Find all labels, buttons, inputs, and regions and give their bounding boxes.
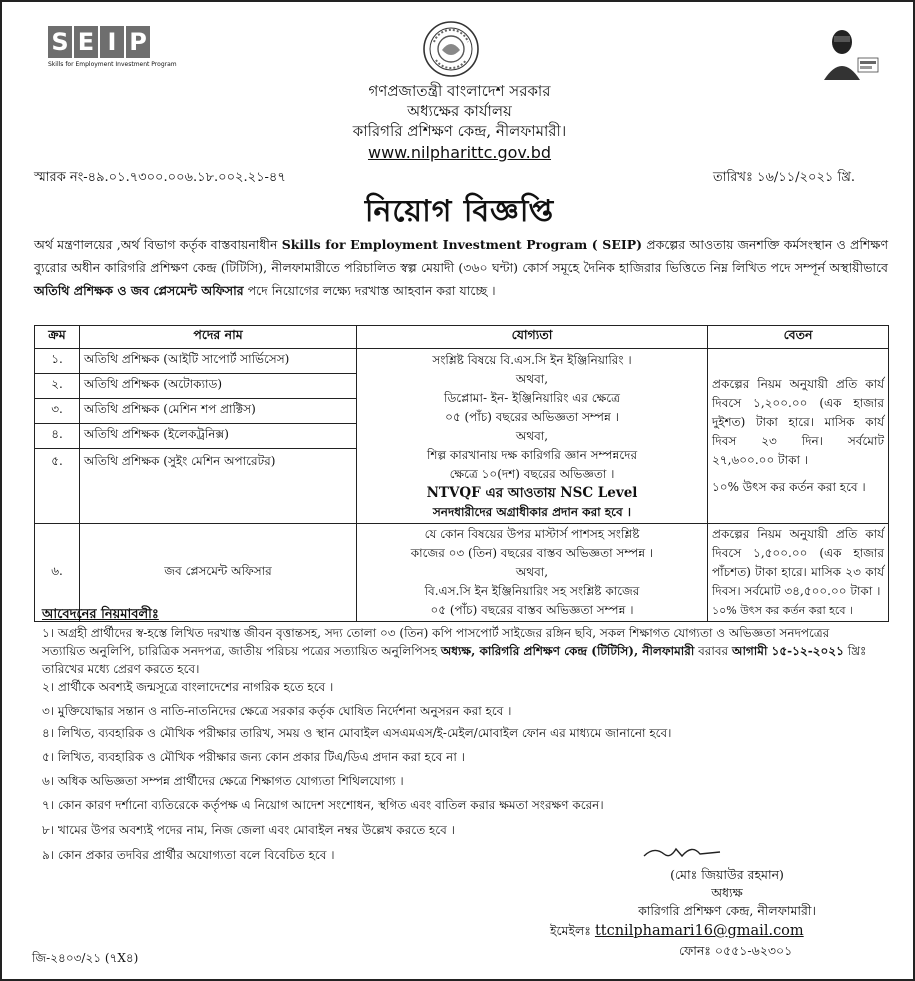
salary-cell: [708, 349, 889, 524]
program-name: Skills for Employment Investment Program ( SEIP): [281, 237, 643, 252]
post-name-cell: অতিথি প্রশিক্ষক (অটোক্যাড): [80, 374, 357, 399]
rule-text: বরাবর: [694, 644, 732, 658]
serial-cell: ৬.: [35, 524, 80, 622]
portrait-emblem-icon: [820, 24, 880, 80]
salary-cell: [708, 524, 889, 622]
rule-item: ৪। লিখিত, ব্যবহারিক ও মৌখিক পরীক্ষার তারিখ, সময় ও স্থান মোবাইল এসএমএস/ই-মেইল/মোবাইল ফোন এর মাধ্যমে জানানো হবে।: [42, 726, 672, 740]
intro-text: পদে নিয়োগের লক্ষ্যে দরখাস্ত আহবান করা যাচ্ছে ।: [243, 283, 496, 298]
qualification-line: অথবা,: [515, 371, 549, 386]
table-header: পদের নাম: [80, 326, 357, 349]
tax-note: ১০% উৎস কর কর্তন করা হবে ।: [712, 480, 866, 494]
signature-scribble-icon: [642, 840, 722, 862]
government-name: গণপ্রজাতন্ত্রী বাংলাদেশ সরকার: [368, 82, 551, 100]
website-link[interactable]: www.nilpharittc.gov.bd: [367, 143, 552, 162]
table-header-row: [35, 326, 889, 349]
signatory-name: (মোঃ জিয়াউর রহমান): [670, 867, 784, 882]
table-header: ক্রম: [35, 326, 80, 349]
seip-logo-letter: I: [100, 26, 124, 58]
serial-cell: ১.: [35, 349, 80, 374]
qualification-cell: [357, 349, 708, 524]
rule-text: খ্রিঃ তারিখের মধ্যে প্রেরণ করতে হবে।: [42, 644, 867, 676]
vacancy-table: [34, 325, 889, 622]
qualification-line: যে কোন বিষয়ের উপর মাস্টার্স পাশসহ সংশ্লিষ্ট: [424, 527, 640, 541]
post-name-cell: জব প্লেসমেন্ট অফিসার: [80, 524, 357, 622]
qualification-line: NTVQF এর আওতায় NSC Level: [426, 484, 638, 501]
rule-emphasis: অধ্যক্ষ, কারিগরি প্রশিক্ষণ কেন্দ্র (টিটিসি), নীলফামারী: [440, 644, 695, 658]
rule-item: ৭। কোন কারণ দর্শানো ব্যতিরেকে কর্তৃপক্ষ এ নিয়োগ আদেশ সংশোধন, স্থগিত এবং বাতিল করার ক্ষমতা সংরক্ষণ করেন।: [42, 798, 604, 812]
qualification-line: ০৫ (পাঁচ) বছরের অভিজ্ঞতা সম্পন্ন ।: [445, 409, 619, 424]
intro-text: অর্থ মন্ত্রণালয়ের ,অর্থ বিভাগ কর্তৃক বাস্তবায়নাধীন: [34, 237, 282, 252]
tax-note: ১০% উৎস কর কর্তন করা হবে ।: [712, 604, 853, 617]
intro-paragraph: [34, 233, 888, 302]
rule-item: ২। প্রার্থীকে অবশ্যই জন্মসূত্রে বাংলাদেশের নাগরিক হতে হবে ।: [42, 680, 334, 694]
rules-title: আবেদনের নিয়মাবলীঃ: [42, 607, 159, 622]
email-line: [550, 923, 804, 943]
seip-logo-letter: P: [126, 26, 150, 58]
email-link[interactable]: ttcnilphamari16@gmail.com: [594, 923, 804, 939]
seip-logo-subtitle: Skills for Employment Investment Program: [48, 61, 177, 68]
rule-item: ৮। খামের উপর অবশ্যই পদের নাম, নিজ জেলা এবং মোবাইল নম্বর উল্লেখ করতে হবে ।: [42, 823, 455, 837]
table-header: বেতন: [708, 326, 889, 349]
post-name-cell: অতিথি প্রশিক্ষক (ইলেকট্রনিক্স): [80, 424, 357, 449]
government-seal-icon: [422, 20, 480, 78]
serial-cell: ২.: [35, 374, 80, 399]
rule-item: ৩। মুক্তিযোদ্ধার সন্তান ও নাতি-নাতনিদের ক্ষেত্রে সরকার কর্তৃক ঘোষিত নির্দেশনা অনুসরন করা হবে ।: [42, 704, 512, 718]
qualification-line: অথবা,: [515, 565, 549, 579]
qualification-cell: [357, 524, 708, 622]
salary-text: প্রকল্পের নিয়ম অনুযায়ী প্রতি কার্য দিবসে ১,২০০.০০ (এক হাজার দুইশত) টাকা হারে। মাসিক কার্য দিবস ২৩ দিন। সর্বমোট ২৭,৬০০.০০ টাকা ।: [712, 377, 884, 467]
table-row: [35, 524, 889, 622]
rule-item: ৬। অধিক অভিজ্ঞতা সম্পন্ন প্রার্থীদের ক্ষেত্রে শিক্ষাগত যোগ্যতা শিথিলযোগ্য ।: [42, 774, 404, 788]
table-header: যোগ্যতা: [357, 326, 708, 349]
intro-text: প্রকল্পের আওতায় জনশক্তি কর্মসংস্থান ও প্রশিক্ষণ ব্যুরোর অধীন কারিগরি প্রশিক্ষণ কেন্দ্র (টিটিসি), নীলফামারীতে পরিচালিত স্বল্প মেয়াদী (৩৬০ ঘন্টা) কোর্স সমূহে দৈনিক হাজিরার ভিত্তিতে নিম্ন লিখিত পদে সম্পূর্ন অস্থায়ীভাবে: [34, 237, 889, 275]
serial-cell: ৫.: [35, 449, 80, 524]
qualification-line: শিল্প কারখানায় দক্ষ কারিগরি জ্ঞান সম্পন্নদের: [426, 447, 638, 462]
post-name-cell: অতিথি প্রশিক্ষক (সুইং মেশিন অপারেটর): [80, 449, 357, 524]
serial-cell: ৩.: [35, 399, 80, 424]
page-title: নিয়োগ বিজ্ঞপ্তি: [364, 194, 555, 229]
center-name: কারিগরি প্রশিক্ষণ কেন্দ্র, নীলফামারী।: [352, 122, 567, 140]
qualification-line: কাজের ০৩ (তিন) বছরের বাস্তব অভিজ্ঞতা সম্পন্ন ।: [410, 546, 654, 560]
signatory-office: কারিগরি প্রশিক্ষণ কেন্দ্র, নীলফামারী।: [638, 903, 816, 918]
serial-cell: ৪.: [35, 424, 80, 449]
rule-text: ১। অগ্রহী প্রার্থীদের স্ব-হস্তে লিখিত দরখাস্ত জীবন বৃত্তান্তসহ, সদ্য তোলা ০৩ (তিন) কপি পাসপোর্ট সাইজের রঙ্গিন ছবি, সকল শিক্ষাগত যোগ্যতা ও অভিজ্ঞতা সনদপত্রের সত্যায়িত অনুলিপি, চারিত্রিক সনদপত্র, জাতীয় পরিচয় পত্রের সত্যায়িত অনুলিপিসহ: [42, 626, 830, 658]
qualification-line: সংশ্লিষ্ট বিষয়ে বি.এস.সি ইন ইঞ্জিনিয়ারিং ।: [432, 352, 632, 367]
table-row: [35, 349, 889, 374]
seip-logo-letter: S: [48, 26, 72, 58]
seip-logo-letter: E: [74, 26, 98, 58]
qualification-line: সনদধারীদের অগ্রাধীকার প্রদান করা হবে ।: [432, 504, 632, 519]
post-name-cell: অতিথি প্রশিক্ষক (মেশিন শপ প্রাক্টিস): [80, 399, 357, 424]
rule-item: [42, 624, 872, 678]
rule-item: ৫। লিখিত, ব্যবহারিক ও মৌখিক পরীক্ষার জন্য কোন প্রকার টিএ/ডিএ প্রদান করা হবে না ।: [42, 750, 465, 764]
rule-item: ৯। কোন প্রকার তদবির প্রার্থীর অযোগ্যতা বলে বিবেচিত হবে ।: [42, 848, 335, 862]
signatory-designation: অধ্যক্ষ: [711, 885, 743, 900]
rule-emphasis: আগামী ১৫-১২-২০২১: [731, 644, 844, 658]
office-name: অধ্যক্ষের কার্যালয়: [407, 102, 512, 120]
notice-date: তারিখঃ ১৬/১১/২০২১ খ্রি.: [713, 170, 855, 185]
qualification-line: অথবা,: [515, 428, 549, 443]
email-label: ইমেইলঃ: [550, 923, 591, 938]
qualification-line: বি.এস.সি ইন ইঞ্জিনিয়ারিং সহ সংশ্লিষ্ট কাজের: [424, 584, 640, 598]
footer-code: জি-২৪০৩/২১ (৭X৪): [32, 951, 139, 965]
post-name-cell: অতিথি প্রশিক্ষক (আইটি সাপোর্ট সার্ভিসেস): [80, 349, 357, 374]
salary-text: প্রকল্পের নিয়ম অনুযায়ী প্রতি কার্য দিবসে ১,৫০০.০০ (এক হাজার পাঁচশত) টাকা হারে। মাসিক ২৩ কার্য দিবস। সর্বমোট ৩৪,৫০০.০০ টাকা ।: [712, 527, 884, 598]
qualification-line: ০৫ (পাঁচ) বছরের বাস্তব অভিজ্ঞতা সম্পন্ন ।: [430, 603, 634, 617]
seip-logo: [48, 26, 177, 70]
qualification-line: ক্ষেত্রে ১০(দশ) বছরের অভিজ্ঞতা ।: [449, 466, 615, 481]
posts-highlight: অতিথি প্রশিক্ষক ও জব প্লেসমেন্ট অফিসার: [34, 283, 244, 298]
qualification-line: ডিপ্লোমা- ইন- ইঞ্জিনিয়ারিং এর ক্ষেত্রে: [444, 390, 620, 405]
phone-number: ফোনঃ ০৫৫১-৬২৩০১: [679, 943, 793, 958]
memo-number: স্মারক নং-৪৯.০১.৭৩০০.০০৬.১৮.০০২.২১-৪৭: [34, 170, 286, 185]
